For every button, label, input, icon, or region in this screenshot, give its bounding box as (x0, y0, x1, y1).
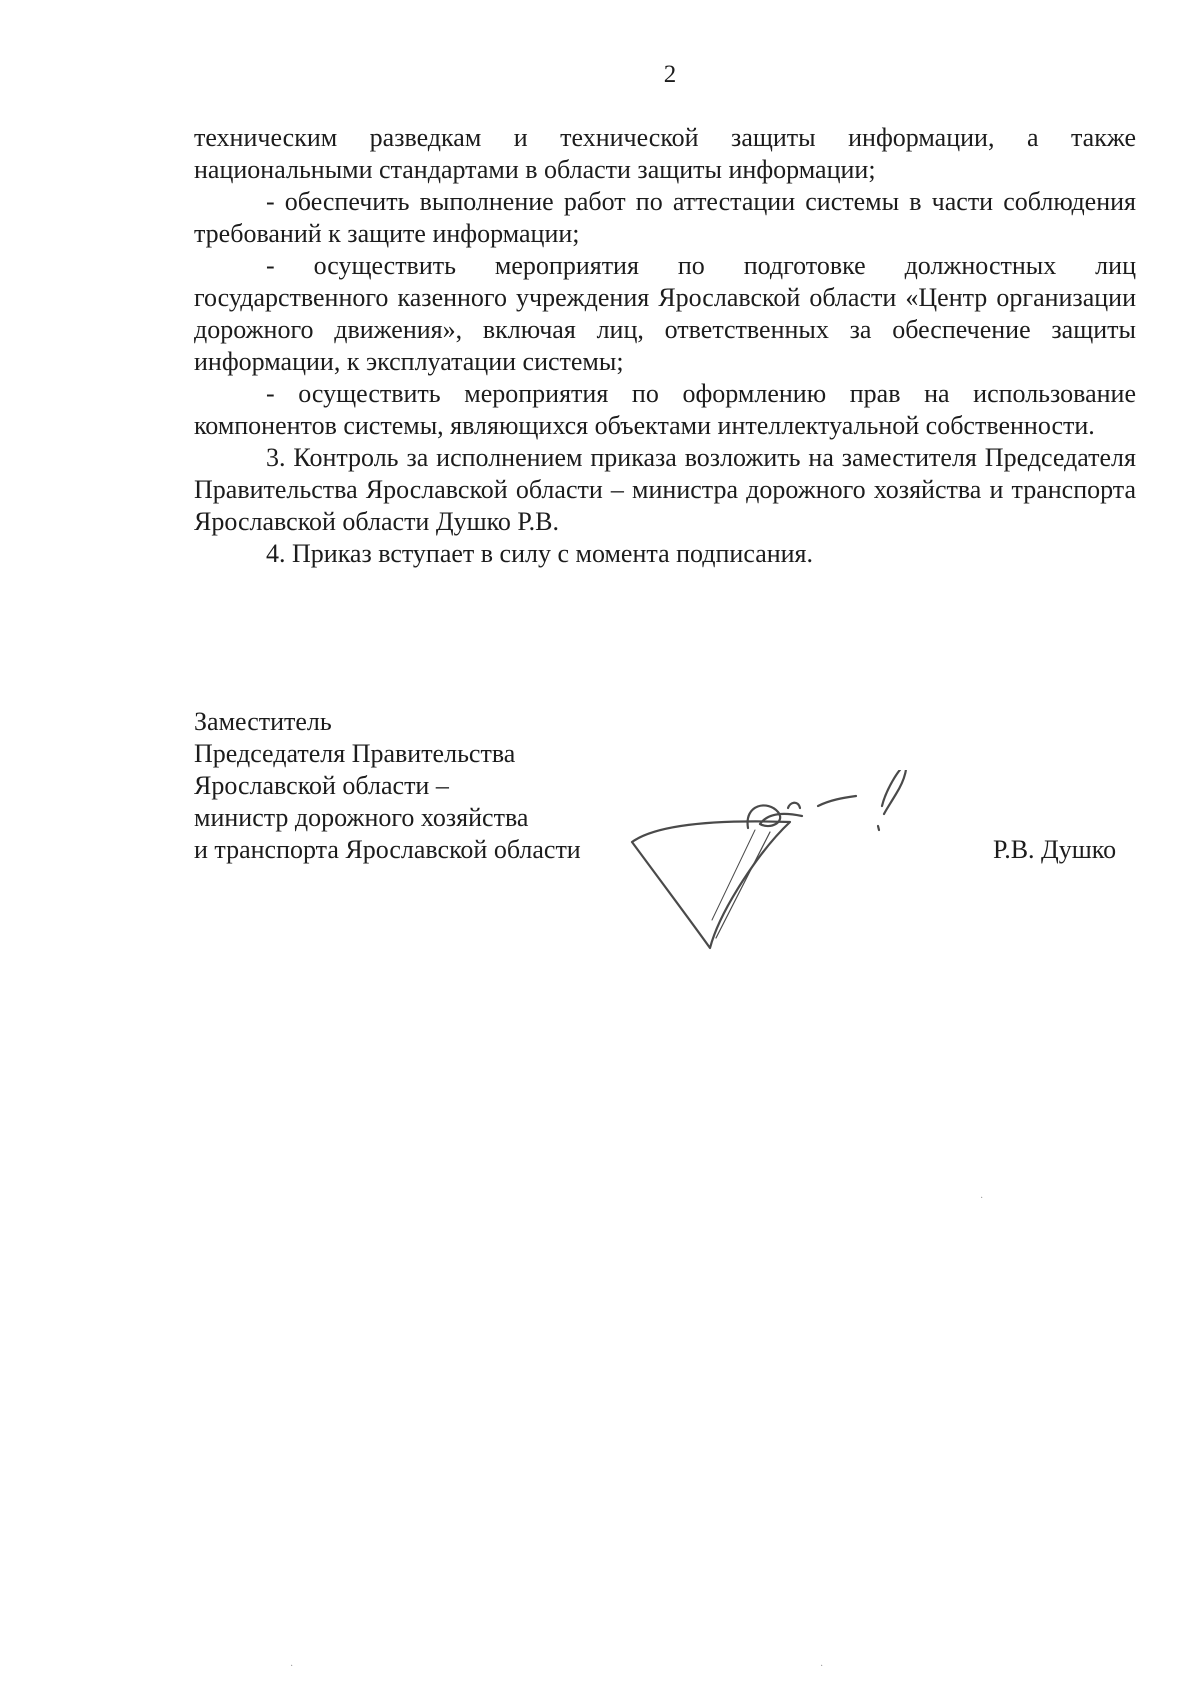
signatory-title-line: и транспорта Ярославской области (194, 835, 581, 864)
page-number: 2 (663, 61, 677, 88)
signatory-name: Р.В. Душко (993, 835, 1117, 864)
document-body (194, 122, 1136, 570)
scan-artifact: · (980, 1193, 984, 1204)
paragraph-2: - обеспечить выполнение работ по аттестации системы в части соблюдения требований к защите информации; (194, 187, 1136, 248)
signatory-title-line: Заместитель (194, 707, 332, 736)
handwritten-signature (620, 770, 940, 970)
signatory-title (194, 706, 581, 866)
signatory-title-line: Ярославской области – (194, 771, 449, 800)
signatory-title-line: Председателя Правительства (194, 739, 516, 768)
paragraph-6: 4. Приказ вступает в силу с момента подписания. (266, 539, 814, 568)
scan-artifact: · (820, 1661, 824, 1672)
scan-artifact: · (290, 1661, 294, 1672)
signatory-title-line: министр дорожного хозяйства (194, 803, 529, 832)
paragraph-3: - осуществить мероприятия по подготовке должностных лиц государственного казенного учреждения Ярославской области «Центр организации дорожного движения», включая лиц, ответственных за обеспечение защиты информации, к эксплуатации системы; (194, 251, 1136, 376)
paragraph-4: - осуществить мероприятия по оформлению прав на использование компонентов системы, являющихся объектами интеллектуальной собственности. (194, 379, 1136, 440)
paragraph-1: техническим разведкам и технической защиты информации, а также национальными стандартами в области защиты информации; (194, 123, 1136, 184)
paragraph-5: 3. Контроль за исполнением приказа возложить на заместителя Председателя Правительства Ярославской области – министра дорожного хозяйства и транспорта Ярославской области Душко Р.В. (194, 443, 1136, 536)
